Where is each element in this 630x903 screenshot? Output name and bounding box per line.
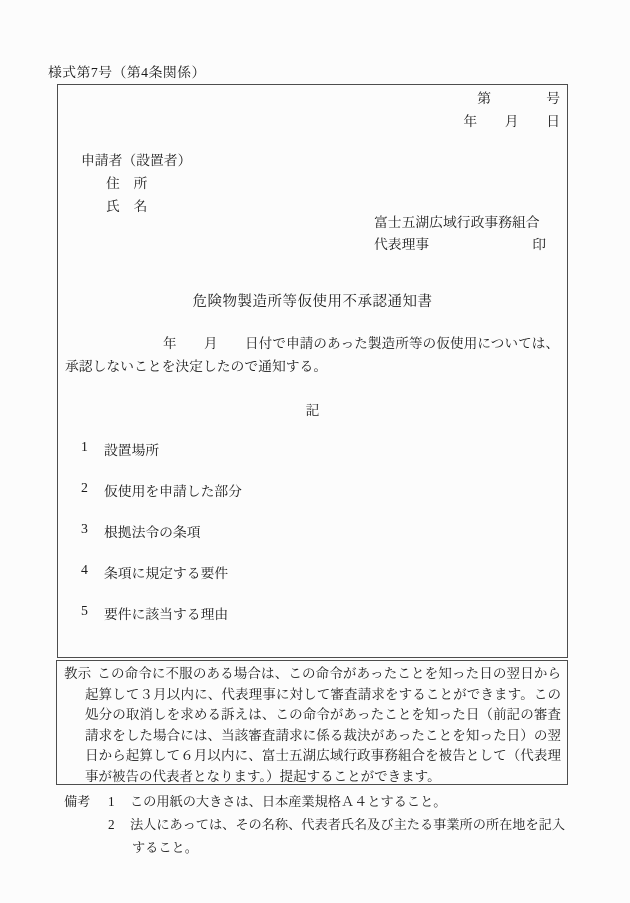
name-label: 氏 名 [106,199,148,214]
bikou-label: 備考 [64,794,91,809]
applicant-label: 申請者（設置者） [81,153,192,168]
kyoji-line-3: 処分の取消しを求める訴えは、この命令があったことを知った日（前記の審査 [85,707,561,722]
bikou-line-2 [64,813,610,836]
issuer-block [374,212,546,256]
document-title: 危険物製造所等仮使用不承認通知書 [192,294,433,310]
document-date-line: 年 月 日 [463,114,560,129]
list-item-number: 2 [81,480,88,495]
list-item-4 [81,562,557,581]
list-item-3 [81,521,557,540]
list-item-number: 4 [81,562,88,577]
main-notice-box [57,84,568,658]
ki-heading: 記 [305,403,320,418]
kyoji-instruction-box [56,660,568,785]
body-line-2: 承認しないことを決定したので通知する。 [65,359,328,374]
kyoji-line-4: 請求をした場合には、当該審査請求に係る裁決があったことを知った日）の翌 [85,727,561,743]
seal-mark: 印 [532,237,546,252]
item-list [81,439,557,644]
bikou-item-text: 法人にあっては、その名称、代表者氏名及び主たる事業所の所在地を記入 [130,817,566,832]
list-item-number: 5 [81,603,88,618]
kyoji-line-6: 事が被告の代表者となります。）提起することができます。 [85,768,441,784]
kyoji-label: 教示 [64,666,92,681]
address-label: 住 所 [106,176,148,191]
kyoji-line-2: 起算して３月以内に、代表理事に対して審査請求をすることができます。この [85,686,561,702]
bikou-item-number: 1 [108,794,115,809]
bikou-notes [64,790,610,859]
list-item-text: 根拠法令の条項 [104,525,201,540]
list-item-5 [81,603,557,622]
bikou-line-3 [64,836,610,859]
list-item-text: 仮使用を申請した部分 [104,484,242,499]
kyoji-line-1 [57,664,567,685]
list-item-number: 1 [81,439,88,454]
bikou-line-1 [64,790,610,813]
bikou-item-number: 2 [108,817,115,832]
list-item-text: 設置場所 [104,443,160,458]
body-line-1: 年 月 日付で申請のあった製造所等の仮使用については、 [163,336,559,351]
bikou-item-text: この用紙の大きさは、日本産業規格Ａ４とすること。 [130,794,447,809]
bikou-item-text: すること。 [132,840,198,855]
kyoji-line-5: 日から起算して６月以内に、富士五湖広域行政事務組合を被告として（代表理 [85,748,561,763]
list-item-1 [81,439,557,458]
list-item-2 [81,480,557,499]
list-item-text: 要件に該当する理由 [104,607,229,622]
list-item-text: 条項に規定する要件 [104,566,229,581]
form-number-label: 様式第7号（第4条関係） [48,65,206,80]
issuer-org-name: 富士五湖広域行政事務組合 [374,215,540,230]
list-item-number: 3 [81,521,88,536]
document-number-line: 第 号 [477,91,560,106]
issuer-title-line [374,234,546,256]
issuer-title: 代表理事 [374,237,430,252]
kyoji-line-text: この命令に不服のある場合は、この命令があったことを知った日の翌日から [97,666,561,681]
